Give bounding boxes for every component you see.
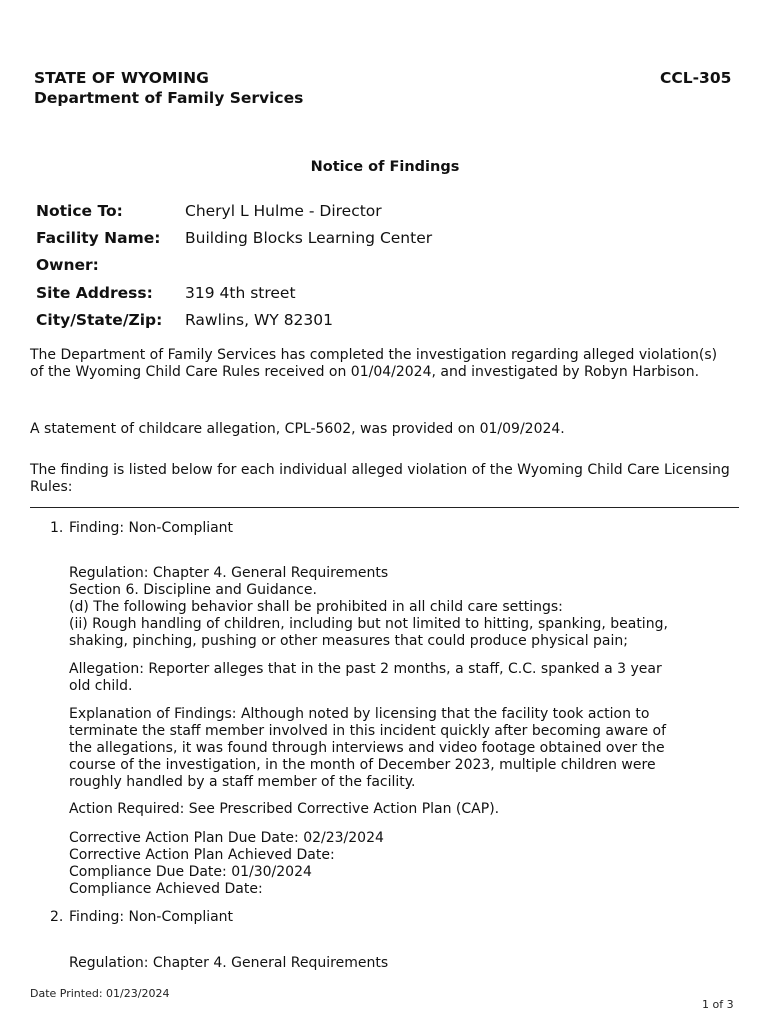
section-divider — [30, 507, 739, 508]
finding-allegation: Allegation: Reporter alleges that in the past 2 months, a staff, C.C. spanked a 3 year old child. — [69, 661, 662, 694]
city-state-zip-label: City/State/Zip: — [36, 311, 163, 329]
finding-intro: The finding is listed below for each individual alleged violation of the Wyoming Child Care Licensing Rules: — [30, 462, 730, 495]
finding-status: Finding: Non-Compliant — [69, 909, 234, 925]
department-heading: Department of Family Services — [34, 89, 304, 107]
page-number: 1 of 3 — [702, 998, 734, 1011]
site-address-label: Site Address: — [36, 284, 153, 302]
date-printed: Date Printed: 01/23/2024 — [30, 987, 170, 1000]
site-address-value: 319 4th street — [185, 284, 296, 302]
finding-action: Action Required: See Prescribed Corrective Action Plan (CAP). — [69, 801, 500, 817]
owner-label: Owner: — [36, 256, 99, 274]
facility-name-label: Facility Name: — [36, 229, 161, 247]
notice-to-label: Notice To: — [36, 202, 123, 220]
finding-regulation: Regulation: Chapter 4. General Requirements — [69, 955, 389, 971]
finding-status: Finding: Non-Compliant — [69, 520, 234, 536]
finding-explanation: Explanation of Findings: Although noted by licensing that the facility took action to terminate the staff member involved in this incident quickly after becoming aware of the allegations, it was found through interviews and video footage obtained over the course of the investigation, in the month of December 2023, multiple children were roughly handled by a staff member of the facility. — [69, 706, 666, 790]
cpl-statement: A statement of childcare allegation, CPL-5602, was provided on 01/09/2024. — [30, 421, 565, 437]
intro-paragraph: The Department of Family Services has completed the investigation regarding alleged violation(s) of the Wyoming Child Care Rules received on 01/04/2024, and investigated by Robyn Harbison. — [30, 347, 718, 380]
finding-number: 2. — [50, 909, 64, 925]
facility-name-value: Building Blocks Learning Center — [185, 229, 433, 247]
city-state-zip-value: Rawlins, WY 82301 — [185, 311, 333, 329]
page-title: Notice of Findings — [310, 159, 460, 175]
finding-regulation: Regulation: Chapter 4. General Requirements Section 6. Discipline and Guidance. (d) The following behavior shall be prohibited in all child care settings: (ii) Rough handling of children, including but not limited to hitting, spanking, beating, shaking, pinching, pushing or other measures that could produce physical pain; — [69, 565, 668, 649]
form-code: CCL-305 — [660, 69, 732, 87]
finding-number: 1. — [50, 520, 64, 536]
notice-to-value: Cheryl L Hulme - Director — [185, 202, 382, 220]
state-heading: STATE OF WYOMING — [34, 69, 209, 87]
finding-dates: Corrective Action Plan Due Date: 02/23/2024 Corrective Action Plan Achieved Date: Compliance Due Date: 01/30/2024 Compliance Achieved Date: — [69, 830, 384, 897]
